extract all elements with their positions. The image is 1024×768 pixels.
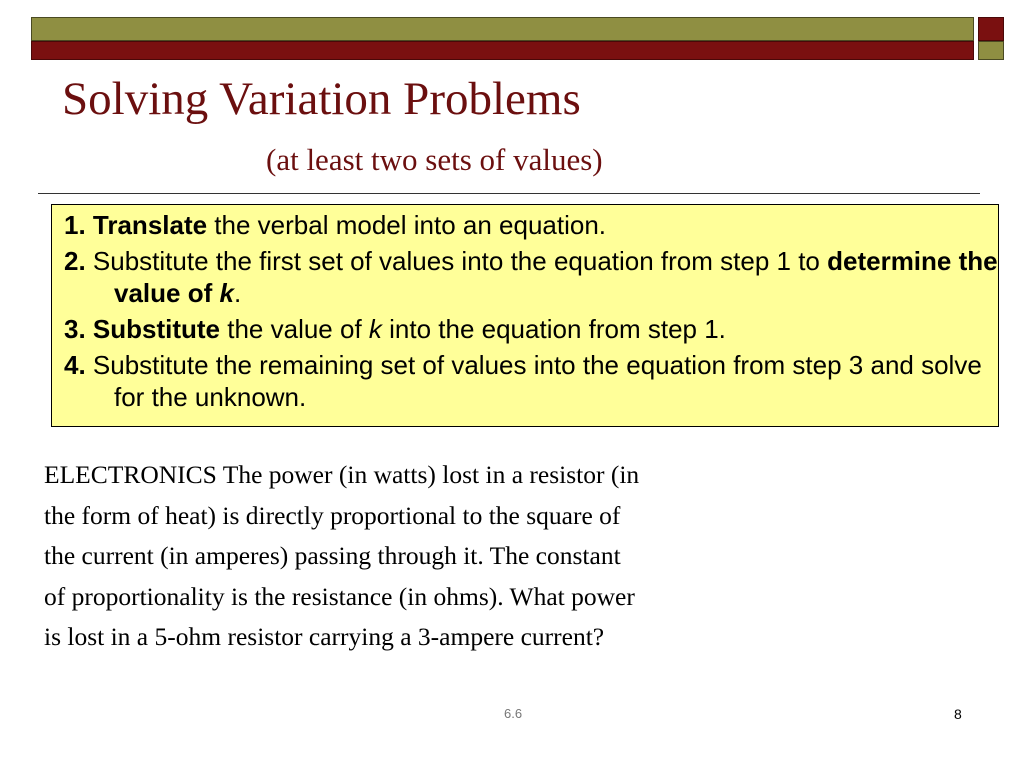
step-2-var: k — [219, 278, 234, 308]
header-bar-maroon — [31, 41, 974, 60]
title-divider — [38, 193, 980, 194]
header-bar-olive — [31, 17, 974, 41]
step-3 — [64, 313, 998, 345]
step-3-lead: 3. Substitute — [64, 314, 221, 344]
header-corner-olive — [978, 41, 1004, 60]
slide-title: Solving Variation Problems — [62, 73, 581, 125]
step-3-text-a: the value of — [220, 314, 369, 344]
step-2-bold: determine the value of — [114, 246, 998, 308]
step-1 — [64, 209, 998, 241]
step-3-text-b: into the equation from step 1. — [381, 314, 726, 344]
step-3-var: k — [368, 314, 382, 344]
slide-subtitle: (at least two sets of values) — [266, 142, 603, 177]
step-2-text-a: Substitute the first set of values into the equation from step 1 to — [85, 246, 828, 276]
step-1-text: the verbal model into an equation. — [207, 210, 607, 240]
step-2-lead: 2. — [64, 246, 86, 276]
page-number: 8 — [954, 706, 962, 722]
footer-section-label: 6.6 — [504, 706, 523, 721]
step-4-text: Substitute the remaining set of values into the equation from step 3 and solve for the unknown. — [85, 350, 982, 412]
header-corner-maroon — [978, 17, 1004, 41]
step-4-lead: 4. — [64, 350, 86, 380]
step-1-lead: 1. Translate — [64, 210, 208, 240]
step-2-text-b: . — [233, 278, 242, 308]
steps-box — [51, 204, 999, 427]
step-4 — [64, 349, 998, 413]
step-2 — [64, 245, 998, 309]
problem-text: ELECTRONICS The power (in watts) lost in a resistor (in the form of heat) is directly proportional to the square of the current (in amperes) passing through it. The constant of proportionality is the resistance (in ohms). What power is lost in a 5-ohm resistor carrying a 3-ampere current? — [44, 460, 640, 651]
